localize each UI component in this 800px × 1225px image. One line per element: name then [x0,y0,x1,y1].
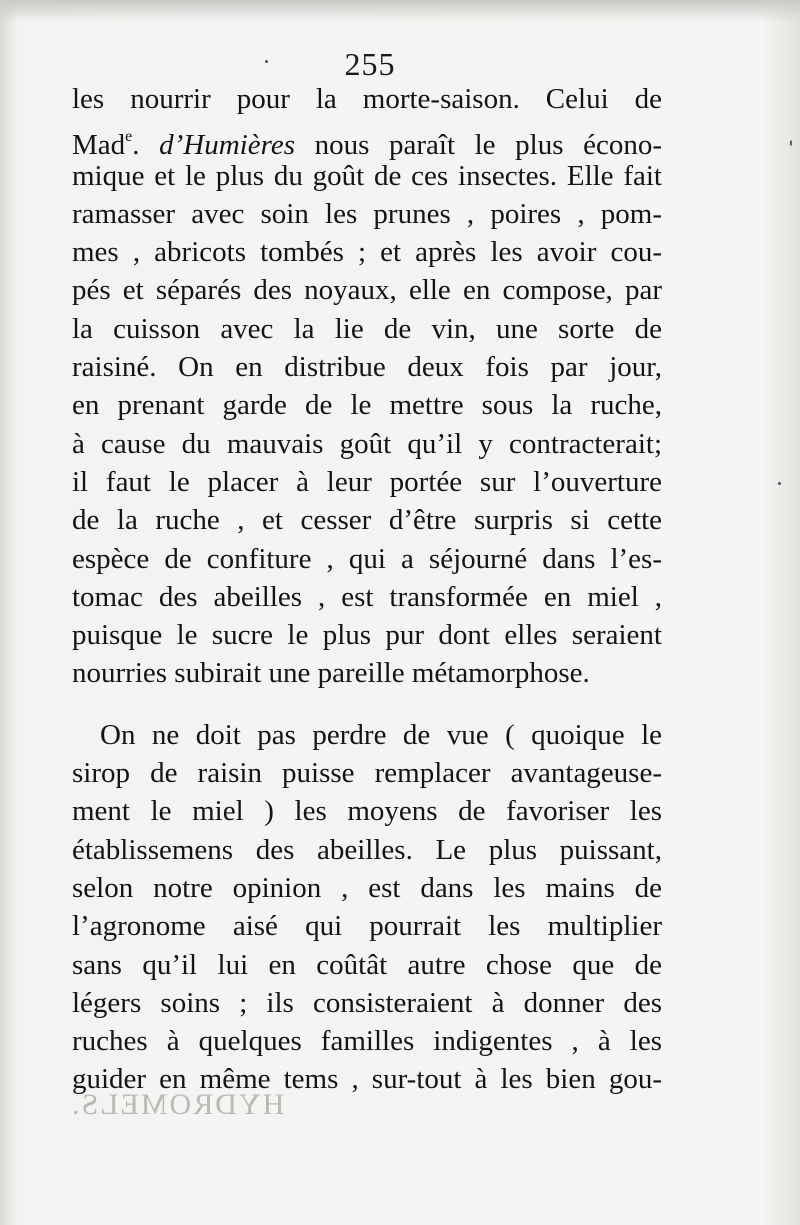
text-line: de la ruche , et cesser d’être surpris si cette [72,504,662,537]
text-line: tomac des abeilles , est transformée en miel , [72,580,662,613]
text-line: On ne doit pas perdre de vue ( quoique le [100,718,662,751]
italic-name: d’Humières [159,129,295,162]
text-line: espèce de confiture , qui a séjourné dans l’es- [72,542,662,575]
paper-speck [790,140,792,146]
paper-speck [778,482,781,485]
text-fragment: nous paraît le plus écono- [294,129,662,162]
text-line: mes , abricots tombés ; et après les avoir cou- [72,236,662,269]
bleed-through-text: HYDROMELS. [70,1088,285,1121]
text-line: en prenant garde de le mettre sous la ruche, [72,389,662,422]
text-line: ruches à quelques familles indigentes , à les [72,1025,662,1058]
text-fragment: Mad [72,129,126,162]
text-line: il faut le placer à leur portée sur l’ouverture [72,465,662,498]
text-line: la cuisson avec la lie de vin, une sorte de [72,312,662,345]
text-line: ramasser avec soin les prunes , poires , pom- [72,197,662,230]
text-line: selon notre opinion , est dans les mains de [72,871,662,904]
text-line: établissemens des abeilles. Le plus puissant, [72,833,662,866]
superscript: e [125,128,133,146]
text-line [72,118,662,162]
text-line: guider en même tems , sur-tout à les bien gou- [72,1063,662,1096]
text-line: nourries subirait une pareille métamorphose. [72,657,590,690]
text-line: raisiné. On en distribue deux fois par jour, [72,351,662,384]
text-line: les nourrir pour la morte-saison. Celui de [72,83,662,115]
text-line: à cause du mauvais goût qu’il y contracterait; [72,427,662,460]
text-line: ment le miel ) les moyens de favoriser les [72,795,662,828]
text-line: pés et séparés des noyaux, elle en compose, par [72,274,662,307]
body-text [72,80,662,1099]
text-fragment: . [132,129,160,162]
text-line: mique et le plus du goût de ces insectes. Elle fait [72,159,662,192]
text-line: puisque le sucre le plus pur dont elles seraient [72,619,662,652]
paper-speck [265,60,268,63]
paragraph-break [72,693,662,716]
text-line: l’agronome aisé qui pourrait les multiplier [72,910,662,943]
text-line: sirop de raisin puisse remplacer avantageuse- [72,757,662,790]
text-line: sans qu’il lui en coûtât autre chose que de [72,948,662,981]
page-top-shadow [0,0,800,22]
text-line: légers soins ; ils consisteraient à donner des [72,986,662,1019]
page-number: 255 [344,46,396,82]
